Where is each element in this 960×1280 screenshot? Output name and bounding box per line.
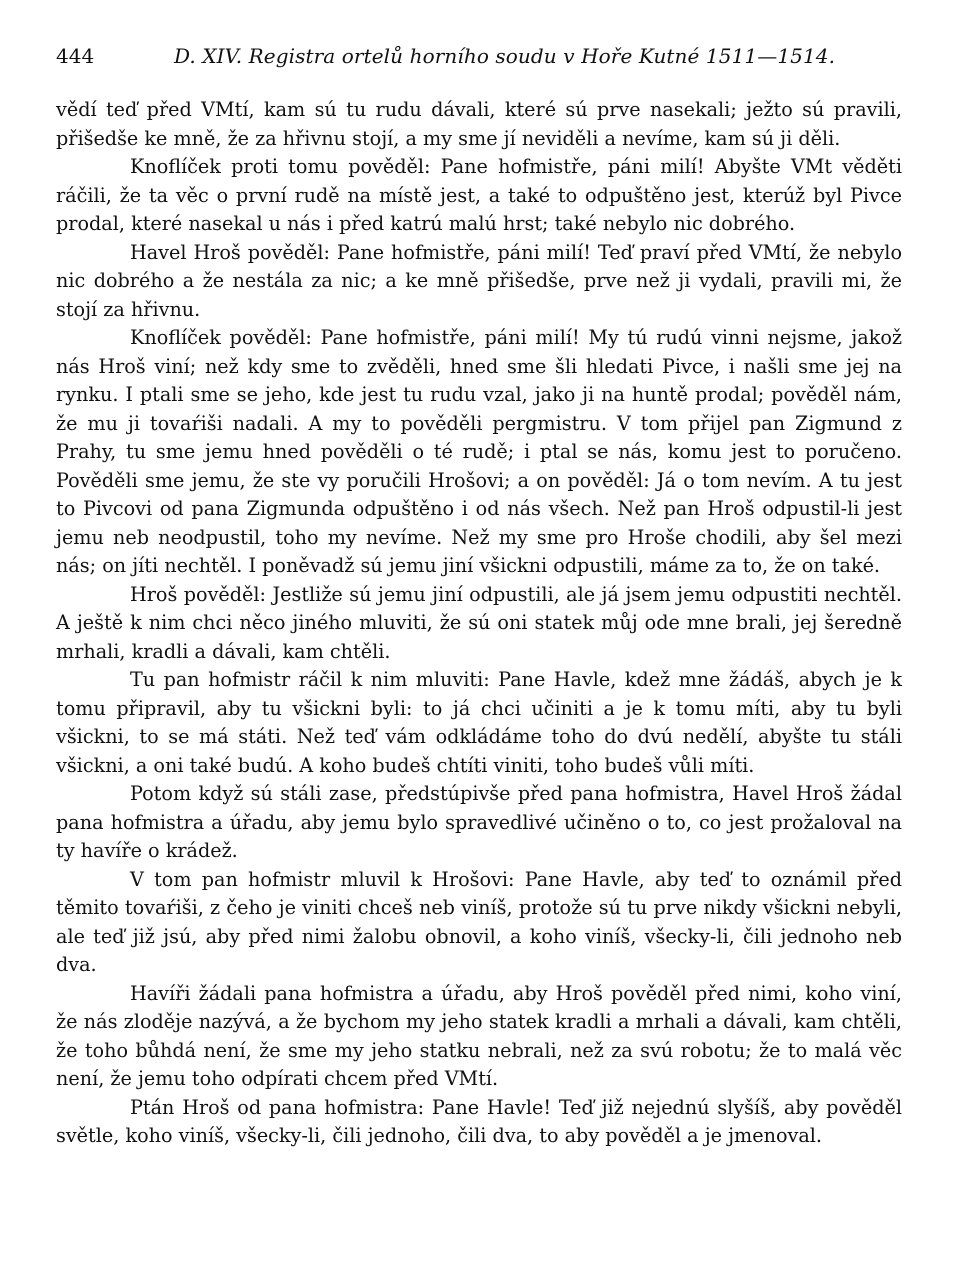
document-body (56, 96, 902, 1151)
running-title: D. XIV. Registra ortelů horního soudu v Hoře Kutné 1511—1514. (174, 44, 836, 68)
paragraph: Knoflíček pověděl: Pane hofmistře, páni milí! My tú rudú vinni nejsme, jakož nás Hroš viní; než kdy sme to zvěděli, hned sme šli hledati Pivce, i našli sme jej na rynku. I ptali sme se jeho, kde jest tu rudu vzal, jako ji na huntě prodal; pověděl nám, že mu ji tovaŕiši nadali. A my to pověděli pergmistru. V tom přijel pan Zigmund z Prahy, tu sme jemu hned pověděli o té rudě; i ptal se nás, komu jest to poručeno. Pověděli sme jemu, že ste vy poručili Hrošovi; a on pověděl: Já o tom nevím. A tu jest to Pivcovi od pana Zigmunda odpuštěno i od nás všech. Než pan Hroš odpustil-li jest jemu neb neodpustil, toho my nevíme. Než my sme pro Hroše chodili, aby šel mezi nás; on jíti nechtěl. I poněvadž sú jemu jiní všickni odpustili, máme za to, že on také. (56, 326, 902, 577)
page-number: 444 (56, 44, 95, 68)
page-header (56, 44, 906, 84)
paragraph: V tom pan hofmistr mluvil k Hrošovi: Pane Havle, aby teď to oznámil před těmito tovaŕiši, z čeho je viniti chceš neb viníš, protože sú tu prve nikdy všickni nebyli, ale teď již jsú, aby před nimi žalobu obnovil, a koho viníš, všecky-li, čili jednoho neb dva. (56, 867, 902, 976)
paragraph: Havíři žádali pana hofmistra a úřadu, aby Hroš pověděl před nimi, koho viní, že nás zloděje nazývá, a že bychom my jeho statek kradli a mrhali a dávali, kam chtěli, že toho bůhdá není, že sme my jeho statku nebrali, než za svú robotu; že to malá věc není, že jemu toho odpírati chcem před VMtí. (56, 981, 902, 1090)
paragraph: Knoflíček proti tomu pověděl: Pane hofmistře, páni milí! Abyšte VMt věděti ráčili, že ta věc o první rudě na místě jest, a také to odpuštěno jest, kterúž byl Pivce prodal, které nasekal u nás i před katrú malú hrst; také nebylo nic dobrého. (56, 155, 902, 235)
paragraph: Ptán Hroš od pana hofmistra: Pane Havle! Teď již nejednú slyšíš, aby pověděl světle, koho viníš, všecky-li, čili jednoho, čili dva, to aby pověděl a je jmenoval. (56, 1095, 902, 1147)
paragraph: Havel Hroš pověděl: Pane hofmistře, páni milí! Teď praví před VMtí, že nebylo nic dobrého a že nestála za nic; a ke mně přišedše, prve než ji vydali, pravili mi, že stojí za hřivnu. (56, 240, 902, 321)
paragraph: vědí teď před VMtí, kam sú tu rudu dávali, které sú prve nasekali; ježto sú pravili, přišedše ke mně, že za hřivnu stojí, a my sme jí neviděli a nevíme, kam sú ji děli. (56, 98, 902, 150)
paragraph: Hroš pověděl: Jestliže sú jemu jiní odpustili, ale já jsem jemu odpustiti nechtěl. A ještě k nim chci něco jiného mluviti, že sú oni statek můj ode mne brali, jej šeredně mrhali, kradli a dávali, kam chtěli. (56, 582, 902, 663)
paragraph: Tu pan hofmistr ráčil k nim mluviti: Pane Havle, kdež mne žádáš, abych je k tomu připravil, aby tu všickni byli: to já chci učiniti a je k tomu míti, aby tu byli všickni, to se má státi. Než teď vám odkládáme toho do dvú nedělí, abyšte tu stáli všickni, a oni také budú. A koho budeš chtíti viniti, toho budeš vůli míti. (56, 668, 902, 777)
paragraph: Potom když sú stáli zase, předstúpivše před pana hofmistra, Havel Hroš žádal pana hofmistra a úřadu, aby jemu bylo spravedlivé učiněno o to, co jest prožaloval na ty havíře o krádež. (56, 782, 902, 862)
